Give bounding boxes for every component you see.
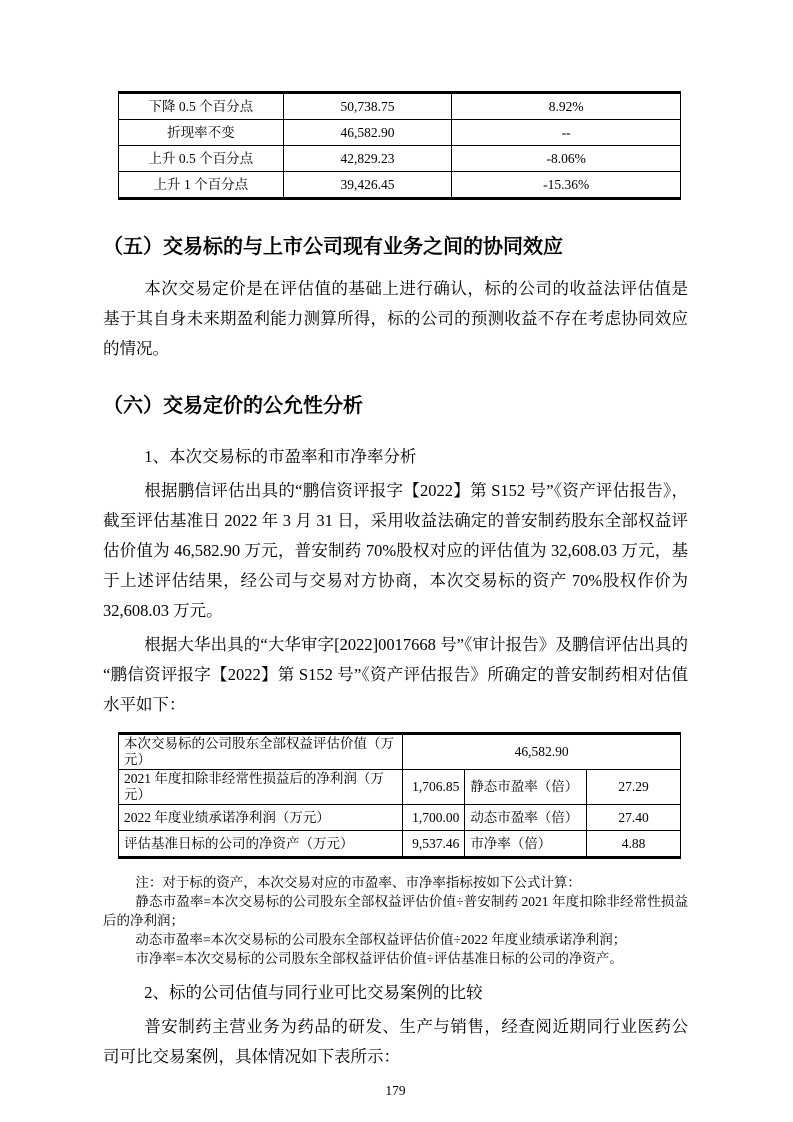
ratio-label-cell: 市净率（倍） xyxy=(465,831,587,858)
ratio-value-cell: 4.88 xyxy=(587,831,681,858)
table-row xyxy=(119,93,681,120)
scenario-cell: 折现率不变 xyxy=(119,120,284,146)
note-line: 动态市盈率=本次交易标的公司股东全部权益评估价值÷2022 年度业绩承诺净利润； xyxy=(135,932,627,947)
note-line: 市净率=本次交易标的公司股东全部权益评估价值÷评估基准日标的公司的净资产。 xyxy=(135,951,623,966)
table-row xyxy=(119,805,681,831)
table-row xyxy=(119,734,681,770)
metric-value-cell: 1,706.85 xyxy=(403,770,465,805)
section5-paragraph: 本次交易定价是在评估值的基础上进行确认，标的公司的收益法评估值是基于其自身未来期盈利能力测算所得，标的公司的预测收益不存在考虑协同效应的情况。 xyxy=(103,279,688,358)
valuation-table xyxy=(118,732,681,859)
section6-paragraph3: 普安制药主营业务为药品的研发、生产与销售，经查阅近期同行业医药公司可比交易案例，具体情况如下表所示： xyxy=(103,1017,688,1066)
ratio-value-cell: 27.29 xyxy=(587,770,681,805)
scenario-cell: 上升 1 个百分点 xyxy=(119,172,284,199)
table-row xyxy=(119,146,681,172)
sensitivity-table xyxy=(118,91,681,200)
section6-item2: 2、标的公司估值与同行业可比交易案例的比较 xyxy=(144,983,483,1002)
ratio-value-cell: 27.40 xyxy=(587,805,681,831)
value-cell: 42,829.23 xyxy=(283,146,452,172)
valuation-table-section xyxy=(103,732,688,859)
section6-heading: （六）交易定价的公允性分析 xyxy=(103,395,363,417)
table-row xyxy=(119,120,681,146)
metric-label-cell: 评估基准日标的公司的净资产（万元） xyxy=(119,831,403,858)
section6-paragraph2: 根据大华出具的“大华审字[2022]0017668 号”《审计报告》及鹏信评估出具的“鹏信资评报字【2022】第 S152 号”《资产评估报告》所确定的普安制药相对估值水平如下： xyxy=(103,635,688,714)
ratio-label-cell: 静态市盈率（倍） xyxy=(465,770,587,805)
section6-paragraph1: 根据鹏信评估出具的“鹏信资评报字【2022】第 S152 号”《资产评估报告》，截至评估基准日 2022 年 3 月 31 日，采用收益法确定的普安制药股东全部权益评估价值为 46,582.90 万元，普安制药 70%股权对应的评估值为 32,608.03 万元，基于上述评估结果，经公司与交易对方协商，本次交易标的资产 70%股权作价为 32,608.03 万元。 xyxy=(103,481,688,620)
value-cell: 50,738.75 xyxy=(283,93,452,120)
page-number: 179 xyxy=(385,1083,406,1098)
section5-heading: （五）交易标的与上市公司现有业务之间的协同效应 xyxy=(103,236,563,258)
metric-label-cell: 2021 年度扣除非经常性损益后的净利润（万元） xyxy=(119,770,403,805)
ratio-label-cell: 动态市盈率（倍） xyxy=(465,805,587,831)
metric-label-cell: 2022 年度业绩承诺净利润（万元） xyxy=(119,805,403,831)
value-cell: 39,426.45 xyxy=(283,172,452,199)
note-line: 注：对于标的资产，本次交易对应的市盈率、市净率指标按如下公式计算： xyxy=(135,875,581,890)
table-row xyxy=(119,770,681,805)
section6-item1: 1、本次交易标的市盈率和市净率分析 xyxy=(144,447,417,466)
scenario-cell: 下降 0.5 个百分点 xyxy=(119,93,284,120)
sensitivity-table-section xyxy=(103,91,688,200)
scenario-cell: 上升 0.5 个百分点 xyxy=(119,146,284,172)
change-cell: -- xyxy=(452,120,681,146)
metric-value-cell: 9,537.46 xyxy=(403,831,465,858)
value-cell: 46,582.90 xyxy=(283,120,452,146)
table-row xyxy=(119,172,681,199)
metric-value-cell: 46,582.90 xyxy=(403,734,681,770)
change-cell: 8.92% xyxy=(452,93,681,120)
change-cell: -8.06% xyxy=(452,146,681,172)
table-row xyxy=(119,831,681,858)
change-cell: -15.36% xyxy=(452,172,681,199)
table-notes xyxy=(103,873,688,968)
metric-label-cell: 本次交易标的公司股东全部权益评估价值（万元） xyxy=(119,734,403,770)
metric-value-cell: 1,700.00 xyxy=(403,805,465,831)
note-line: 静态市盈率=本次交易标的公司股东全部权益评估价值÷普安制药 2021 年度扣除非经常性损益后的净利润； xyxy=(103,894,688,928)
